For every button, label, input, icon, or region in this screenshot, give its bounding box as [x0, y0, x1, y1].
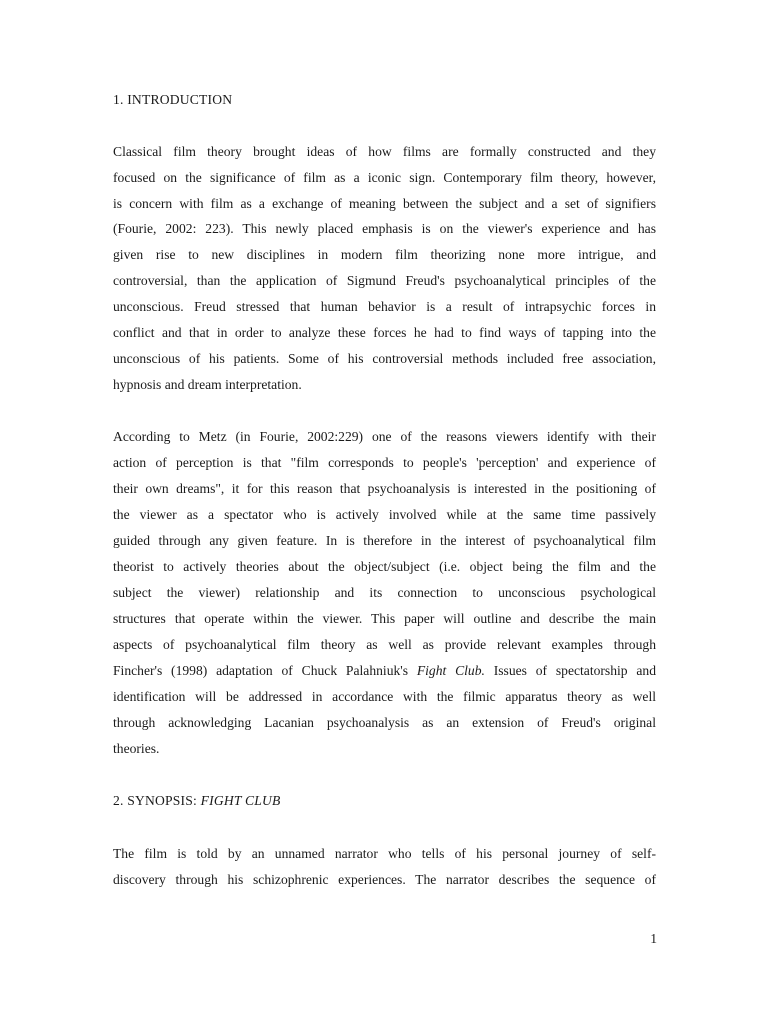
paragraph-line: subject the viewer) relationship and its connection to unconscious psychological — [113, 585, 656, 600]
paragraph-line: focused on the significance of film as a iconic sign. Contemporary film theory, however, — [113, 170, 656, 185]
paragraph-line: The film is told by an unnamed narrator who tells of his personal journey of self- — [113, 846, 656, 861]
paragraph-line: Classical film theory brought ideas of how films are formally constructed and they — [113, 144, 656, 159]
paragraph-line: hypnosis and dream interpretation. — [113, 377, 302, 392]
paragraph-line: controversial, than the application of Sigmund Freud's psychoanalytical principles of the — [113, 273, 656, 288]
line-text: Issues of spectatorship and — [484, 663, 657, 678]
section-heading-synopsis — [113, 793, 281, 809]
paragraph-line: identification will be addressed in accordance with the filmic apparatus theory as well — [113, 689, 656, 704]
paragraph-line: (Fourie, 2002: 223). This newly placed emphasis is on the viewer's experience and has — [113, 221, 656, 236]
paragraph-line: action of perception is that "film corresponds to people's 'perception' and experience of — [113, 455, 656, 470]
paragraph-line: through acknowledging Lacanian psychoanalysis as an extension of Freud's original — [113, 715, 656, 730]
film-title-italic: Fight Club. — [416, 663, 485, 678]
paragraph-line: theorist to actively theories about the object/subject (i.e. object being the film and the — [113, 559, 656, 574]
line-text: Fincher's (1998) adaptation of Chuck Palahniuk's — [113, 663, 417, 678]
paragraph-line: is concern with film as a exchange of meaning between the subject and a set of signifiers — [113, 196, 656, 211]
paragraph-line: structures that operate within the viewer. This paper will outline and describe the main — [113, 611, 656, 626]
paragraph-line: aspects of psychoanalytical film theory as well as provide relevant examples through — [113, 637, 656, 652]
paragraph-line: theories. — [113, 741, 160, 756]
paragraph-line-fincher — [113, 662, 656, 680]
heading-film-title: FIGHT CLUB — [200, 793, 281, 808]
section-heading-introduction: 1. INTRODUCTION — [113, 92, 233, 107]
paragraph-line: unconscious. Freud stressed that human behavior is a result of intrapsychic forces in — [113, 299, 656, 314]
paragraph-line: given rise to new disciplines in modern film theorizing none more intrigue, and — [113, 247, 656, 262]
paragraph-line: guided through any given feature. In is therefore in the interest of psychoanalytical film — [113, 533, 656, 548]
paragraph-line: unconscious of his patients. Some of his controversial methods included free association, — [113, 351, 656, 366]
paragraph-line: conflict and that in order to analyze these forces he had to find ways of tapping into the — [113, 325, 656, 340]
paragraph-line: their own dreams", it for this reason that psychoanalysis is interested in the positioning of — [113, 481, 656, 496]
paragraph-line: the viewer as a spectator who is actively involved while at the same time passively — [113, 507, 656, 522]
heading-prefix: 2. SYNOPSIS: — [113, 793, 201, 808]
paragraph-line: discovery through his schizophrenic experiences. The narrator describes the sequence of — [113, 872, 656, 887]
paragraph-line: According to Metz (in Fourie, 2002:229) one of the reasons viewers identify with their — [113, 429, 656, 444]
page-number: 1 — [650, 931, 657, 946]
